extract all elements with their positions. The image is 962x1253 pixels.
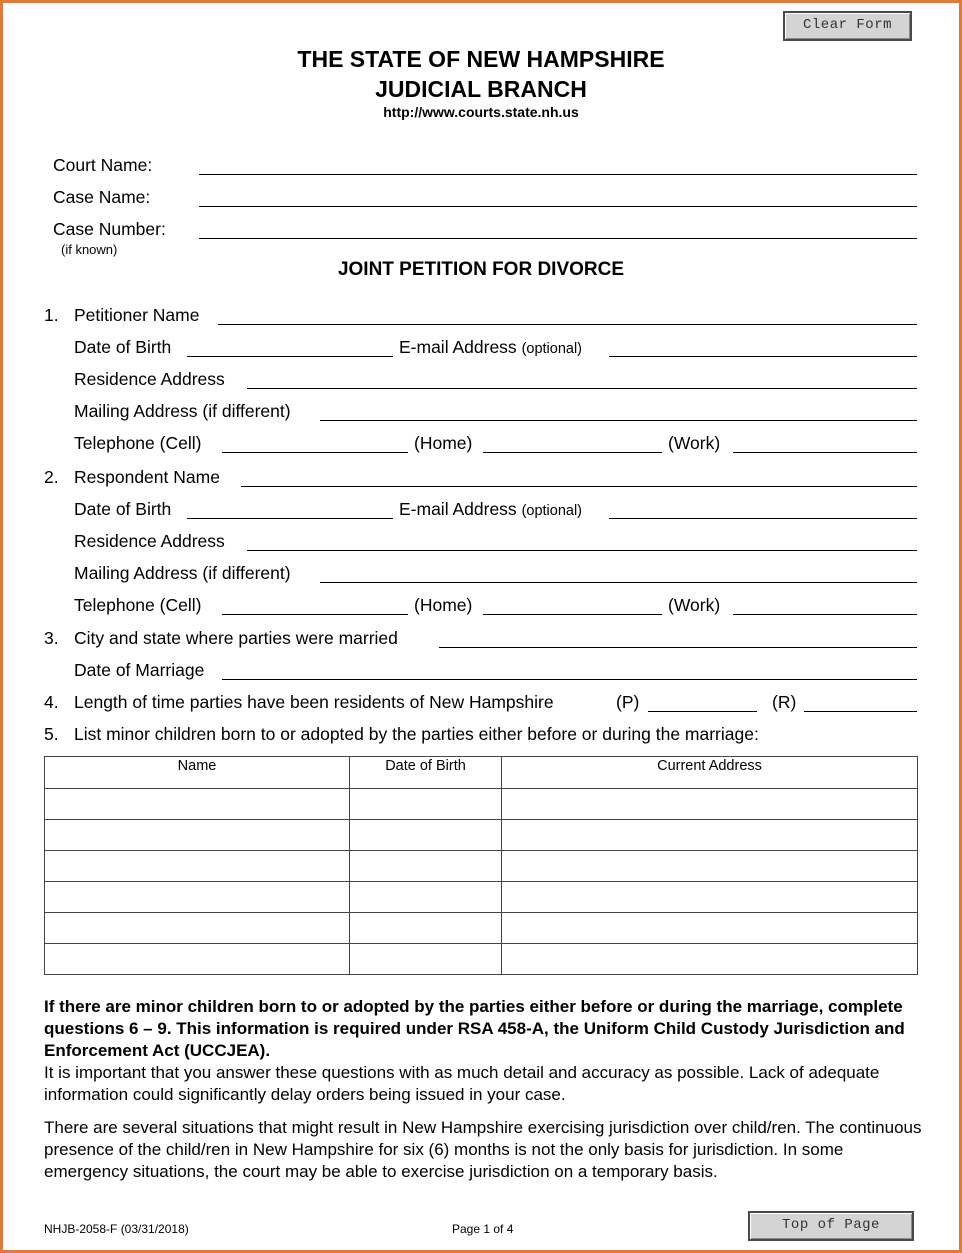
petitioner-dob-field[interactable] [187,356,393,357]
col-header-address: Current Address [502,757,918,789]
child-name-cell[interactable] [45,789,350,820]
case-number-field[interactable] [199,238,917,239]
q5-number: 5. [44,724,59,744]
petitioner-name-field[interactable] [218,324,917,325]
children-label: List minor children born to or adopted by the parties either before or during the marriage: [74,724,759,744]
petitioner-mailing-field[interactable] [320,420,917,421]
marriage-place-label: City and state where parties were married [74,628,398,648]
respondent-residence-field[interactable] [247,550,917,551]
marriage-date-field[interactable] [222,679,917,680]
petitioner-name-label: Petitioner Name [74,305,200,325]
clear-form-button[interactable]: Clear Form [783,11,912,41]
col-header-dob: Date of Birth [350,757,502,789]
child-address-cell[interactable] [502,882,918,913]
uccjea-notice: If there are minor children born to or adopted by the parties either before or during the marriage, complete questions 6 – 9. This information is required under RSA 458-A, the Uniform Child Custody Jurisdiction and Enforcement Act (UCCJEA). [44,997,905,1060]
top-of-page-button[interactable]: Top of Page [748,1211,914,1241]
residency-p-field[interactable] [648,711,757,712]
children-table [44,756,918,975]
q2-number: 2. [44,467,59,487]
petitioner-email-text: E-mail Address [399,337,517,357]
respondent-mailing-field[interactable] [320,582,917,583]
child-name-cell[interactable] [45,820,350,851]
respondent-home-field[interactable] [483,614,662,615]
residency-label: Length of time parties have been residents of New Hampshire [74,692,554,712]
child-dob-cell[interactable] [350,913,502,944]
table-row [45,789,918,820]
petitioner-mailing-label: Mailing Address (if different) [74,401,291,421]
respondent-work-field[interactable] [733,614,917,615]
child-dob-cell[interactable] [350,882,502,913]
child-address-cell[interactable] [502,851,918,882]
petitioner-home-field[interactable] [483,452,662,453]
table-row [45,913,918,944]
table-row [45,851,918,882]
respondent-work-label: (Work) [668,595,721,615]
residency-r-field[interactable] [804,711,917,712]
court-name-label: Court Name: [53,155,153,175]
petitioner-residence-field[interactable] [247,388,917,389]
respondent-residence-label: Residence Address [74,531,225,551]
form-title: JOINT PETITION FOR DIVORCE [337,259,625,280]
respondent-email-label [399,499,582,520]
respondent-email-optional: (optional) [521,503,583,519]
child-address-cell[interactable] [502,820,918,851]
respondent-email-field[interactable] [609,518,917,519]
petitioner-work-field[interactable] [733,452,917,453]
child-name-cell[interactable] [45,882,350,913]
petitioner-work-label: (Work) [668,433,721,453]
petitioner-email-label [399,337,582,358]
respondent-name-field[interactable] [241,486,917,487]
respondent-email-text: E-mail Address [399,499,517,519]
child-name-cell[interactable] [45,913,350,944]
accuracy-notice: It is important that you answer these questions with as much detail and accuracy as possible. Lack of adequate information could significantly delay orders being issued in your case. [44,1063,880,1104]
q3-number: 3. [44,628,59,648]
petitioner-residence-label: Residence Address [74,369,225,389]
child-address-cell[interactable] [502,789,918,820]
child-dob-cell[interactable] [350,851,502,882]
petitioner-home-label: (Home) [414,433,473,453]
state-heading: THE STATE OF NEW HAMPSHIRE [297,46,665,72]
respondent-mailing-label: Mailing Address (if different) [74,563,291,583]
col-header-name: Name [45,757,350,789]
page-number: Page 1 of 4 [452,1222,514,1236]
marriage-date-label: Date of Marriage [74,660,205,680]
court-url: http://www.courts.state.nh.us [383,104,579,120]
respondent-cell-field[interactable] [222,614,408,615]
child-address-cell[interactable] [502,913,918,944]
petitioner-dob-label: Date of Birth [74,337,172,357]
q1-number: 1. [44,305,59,325]
petitioner-email-field[interactable] [609,356,917,357]
case-number-label: Case Number: [53,219,166,239]
petitioner-email-optional: (optional) [521,341,583,357]
residency-p-label: (P) [616,692,640,712]
respondent-cell-label: Telephone (Cell) [74,595,202,615]
child-address-cell[interactable] [502,944,918,975]
table-row [45,882,918,913]
jurisdiction-notice: There are several situations that might result in New Hampshire exercising jurisdiction over child/ren. The continuous presence of the child/ren in New Hampshire for six (6) months is not the only basis for jurisdiction. In some emergency situations, the court may be able to exercise jurisdiction on a temporary basis. [44,1118,922,1181]
if-known-note: (if known) [61,242,118,257]
child-dob-cell[interactable] [350,944,502,975]
case-name-field[interactable] [199,206,917,207]
case-name-label: Case Name: [53,187,151,207]
child-dob-cell[interactable] [350,789,502,820]
table-row [45,820,918,851]
form-id: NHJB-2058-F (03/31/2018) [44,1222,189,1236]
petitioner-cell-label: Telephone (Cell) [74,433,202,453]
branch-heading: JUDICIAL BRANCH [375,76,587,102]
residency-r-label: (R) [772,692,797,712]
court-name-field[interactable] [199,174,917,175]
respondent-dob-field[interactable] [187,518,393,519]
respondent-dob-label: Date of Birth [74,499,172,519]
child-dob-cell[interactable] [350,820,502,851]
child-name-cell[interactable] [45,944,350,975]
respondent-home-label: (Home) [414,595,473,615]
respondent-name-label: Respondent Name [74,467,220,487]
q4-number: 4. [44,692,59,712]
child-name-cell[interactable] [45,851,350,882]
petitioner-cell-field[interactable] [222,452,408,453]
table-row [45,944,918,975]
marriage-place-field[interactable] [439,647,917,648]
